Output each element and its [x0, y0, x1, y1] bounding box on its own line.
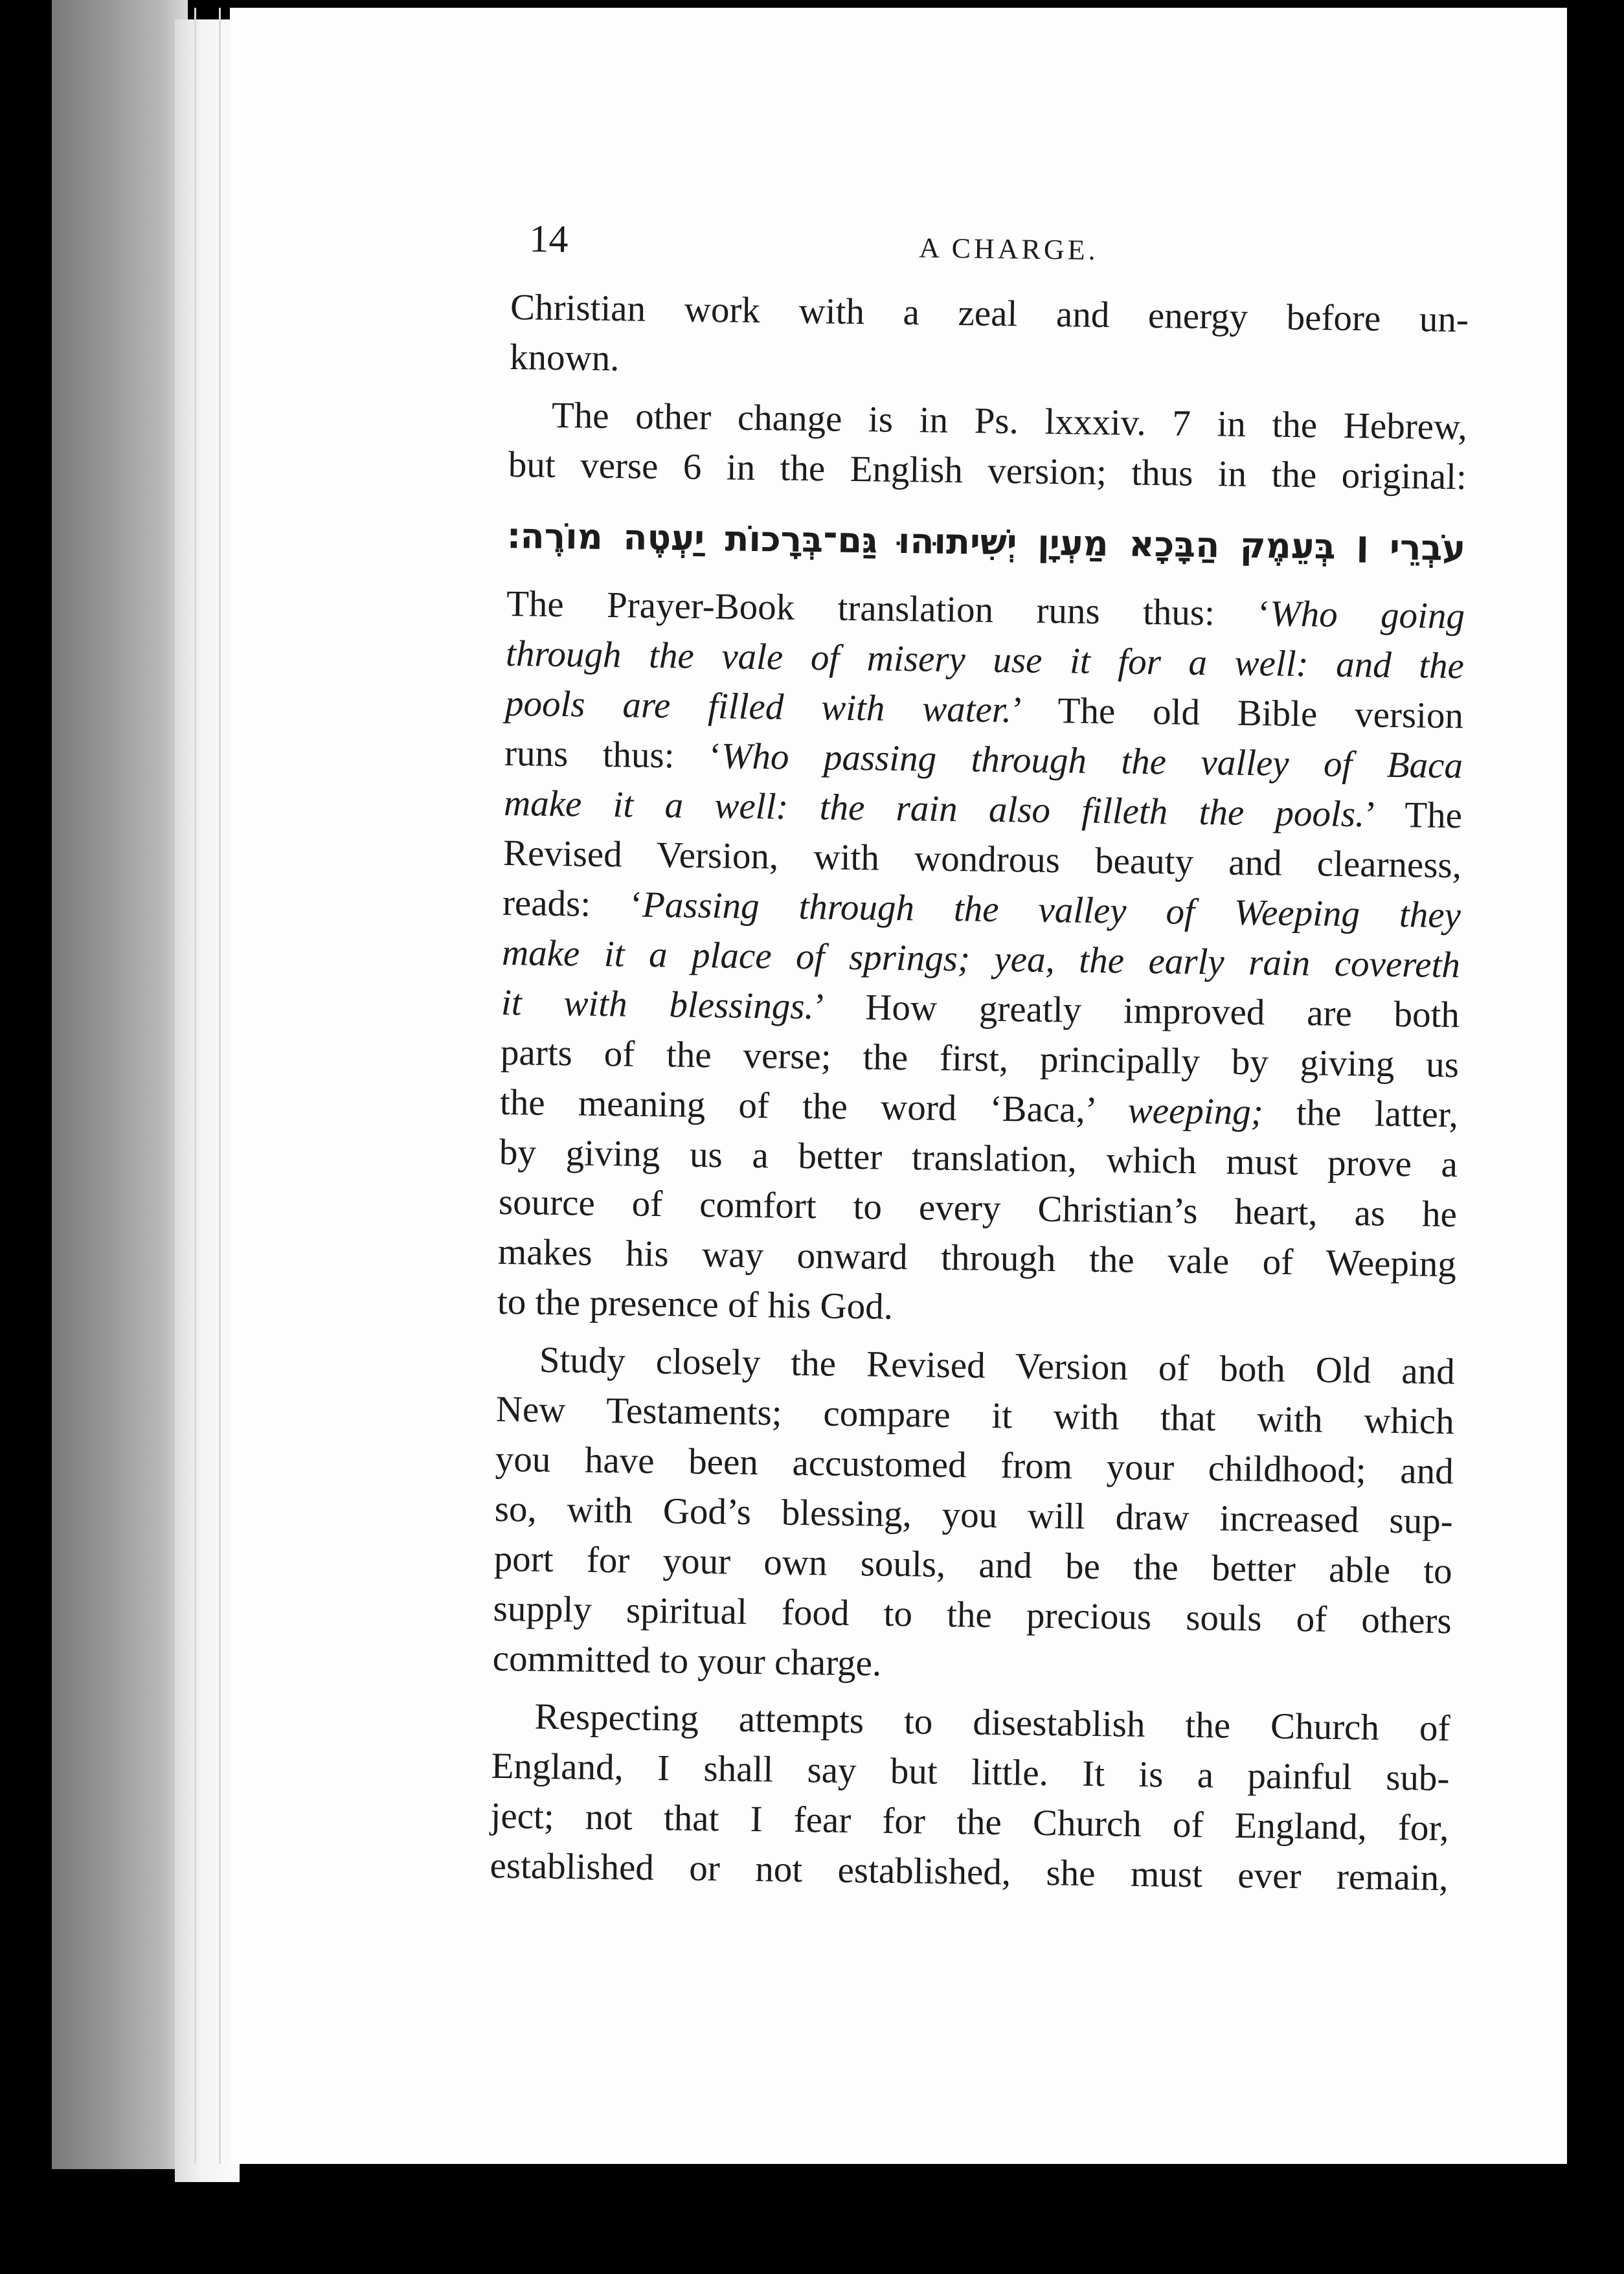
text-line: so, with God’s blessing, you will draw increased sup-	[494, 1488, 1454, 1542]
text-line: Revised Version, with wondrous beauty and clearness,	[502, 832, 1462, 886]
text-span: runs thus: ‘	[504, 732, 722, 777]
text-line: Respecting attempts to disestablish the Church of	[534, 1696, 1450, 1750]
italic-quote: make it a well: the rain also filleth the pools.	[503, 782, 1365, 835]
text-line: to the presence of his God.	[497, 1281, 894, 1327]
text-line: The other change is in Ps. lxxxiv. 7 in the Hebrew,	[551, 394, 1468, 448]
text-line: makes his way onward through the vale of Weeping	[497, 1231, 1457, 1285]
paragraph-study-advice	[492, 1334, 1455, 1696]
text-span: ’ The	[1364, 794, 1463, 837]
paragraph-translations	[497, 579, 1465, 1339]
paragraph-psalm-intro	[508, 390, 1467, 502]
italic-quote: make it a place of springs; yea, the early rain covereth	[501, 932, 1461, 986]
text-span: ’ How greatly improved are both	[813, 986, 1460, 1036]
book-binding-shadow	[52, 0, 188, 2169]
hebrew-verse: עֹבְרֵי ׀ בְּעֵמֶק הַבָּכָא מַעְיָן יְשִׁיתוּהוּ גַּם־בְּרָכוֹת יַעְטֶה מוֹרֶה׃	[507, 515, 1466, 569]
text-line: port for your own souls, and be the better able to	[493, 1538, 1453, 1592]
text-line: known.	[509, 336, 620, 379]
text-line: parts of the verse; the first, principally by giving us	[500, 1031, 1460, 1086]
page-content	[490, 214, 1470, 1903]
italic-quote: through the vale of misery use it for a well: and the	[505, 633, 1465, 687]
paragraph-continuation	[510, 282, 1469, 394]
running-head	[511, 214, 1470, 284]
text-line: New Testaments; compare it with that with which	[495, 1388, 1455, 1443]
text-line: but verse 6 in the English version; thus in the original:	[508, 444, 1467, 498]
text-line: England, I shall say but little. It is a painful sub-	[491, 1745, 1450, 1799]
text-span: The Prayer-Book translation runs thus: ‘	[506, 583, 1270, 635]
text-line: Study closely the Revised Version of both Old and	[539, 1339, 1456, 1393]
text-line: committed to your charge.	[492, 1638, 882, 1684]
italic-word: weeping;	[1127, 1090, 1264, 1133]
text-line: source of comfort to every Christian’s heart, as he	[498, 1181, 1458, 1235]
text-line: by giving us a better translation, which must prove a	[499, 1131, 1458, 1186]
text-span: the meaning of the word ‘Baca,’	[499, 1081, 1095, 1131]
text-line: established or not established, she must ever remain,	[490, 1845, 1449, 1899]
italic-quote: Who passing through the valley of Baca	[721, 736, 1463, 787]
text-line: ject; not that I fear for the Church of England, for,	[490, 1795, 1449, 1849]
text-span: ’ The old Bible version	[1011, 690, 1464, 737]
text-span: the latter,	[1296, 1092, 1459, 1136]
text-line: you have been accustomed from your childhood; and	[495, 1438, 1454, 1492]
running-head-title: A CHARGE.	[919, 232, 1099, 266]
paragraph-disestablishment	[490, 1691, 1450, 1903]
italic-quote: Who going	[1269, 593, 1465, 637]
text-span: reads: ‘	[502, 882, 643, 925]
text-line: supply spiritual food to the precious souls of others	[493, 1588, 1452, 1642]
page-edge-line	[219, 8, 221, 2164]
italic-quote: pools are filled with water.	[504, 682, 1012, 731]
page-edge-line	[194, 8, 196, 2164]
italic-quote: Passing through the valley of Weeping they	[642, 884, 1461, 936]
page-number: 14	[529, 217, 569, 261]
scan-border-right	[1567, 0, 1624, 2274]
italic-quote: it with blessings.	[501, 982, 815, 1028]
text-line: Christian work with a zeal and energy before un-	[510, 286, 1469, 341]
